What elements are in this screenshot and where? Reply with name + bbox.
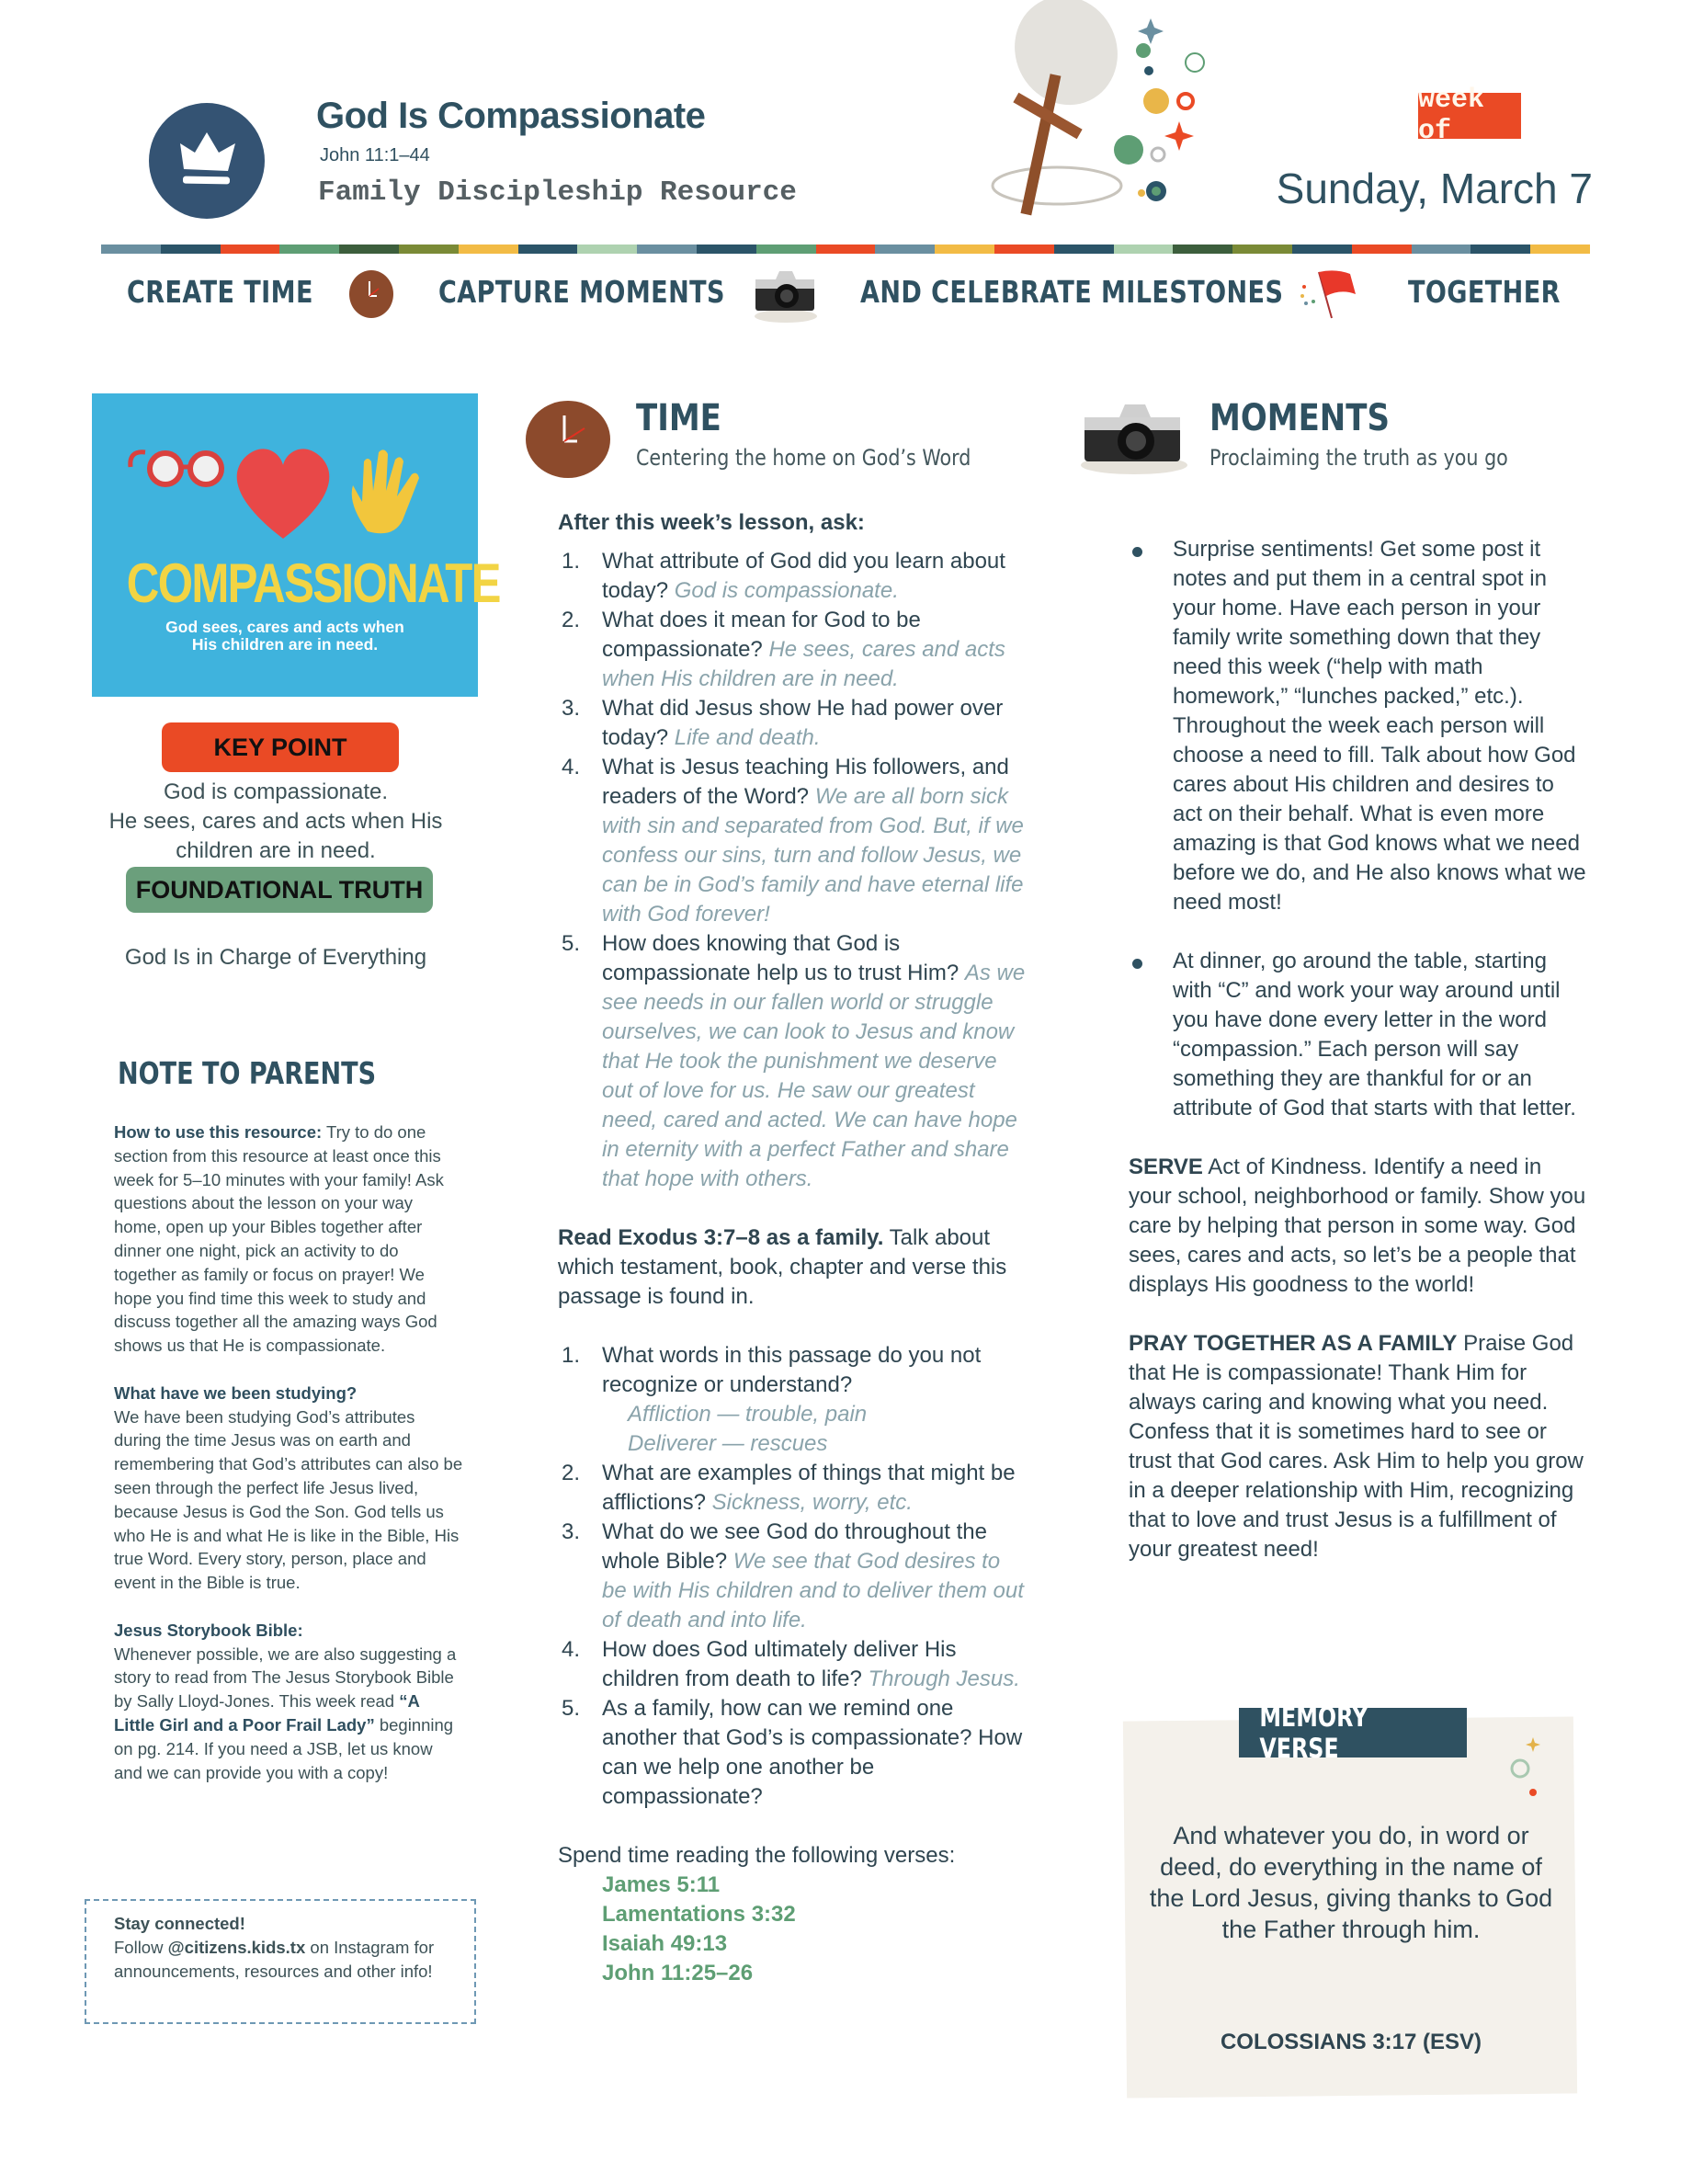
memory-verse-label: MEMORY VERSE xyxy=(1259,1701,1368,1764)
stay-text-post: on Instagram for announcements, resources and other info! xyxy=(114,1937,435,1981)
card-heading: COMPASSIONATE xyxy=(126,552,500,614)
question-item xyxy=(558,1635,1027,1694)
serve-text: Act of Kindness. Identify a need in your school, neighborhood or family. Show you care by helping that person in some way. God sees, cares and acts, so let’s be a people that displays His goodness to the world! xyxy=(1129,1155,1586,1297)
stripe-segment xyxy=(518,245,578,254)
verse-reference-link[interactable]: John 11:25–26 xyxy=(602,1961,754,1985)
answer-text: We see that God desires to be with His children and to deliver them out of death and into life. xyxy=(602,1549,1024,1632)
scripture-reference: John 11:1–44 xyxy=(320,145,430,165)
activity-text: Surprise sentiments! Get some post it notes and put them in a central spot in your home. Have each person in your family write something down that they need this week (“help with math homework,” “lunches packed,” etc.). Throughout the week each person will choose a need to fill. Talk about how God cares about His children and desires to act on their behalf. What is even more amazing is that God knows what we need before we do, and He also knows what we need most! xyxy=(1173,537,1586,915)
stripe-segment xyxy=(279,245,339,254)
how-to-use-label: How to use this resource: xyxy=(114,1122,323,1142)
tagline-celebrate-milestones: AND CELEBRATE MILESTONES xyxy=(860,274,1284,310)
serve-paragraph xyxy=(1129,1153,1588,1300)
moments-content xyxy=(1129,535,1588,1564)
answer-text: Through Jesus. xyxy=(868,1666,1020,1691)
stripe-segment xyxy=(1412,245,1471,254)
time-heading: TIME xyxy=(636,397,721,439)
question-item xyxy=(558,1341,1027,1459)
activity-text: At dinner, go around the table, starting with “C” and work your way around until you have done every letter in the word “compassion.” Each person will say something they are thankful for or an attribute of God that starts with that letter. xyxy=(1173,949,1576,1120)
pray-paragraph xyxy=(1129,1329,1588,1564)
pray-label: PRAY TOGETHER AS A FAMILY xyxy=(1129,1331,1458,1356)
dot-green-grid xyxy=(1114,135,1143,165)
question-item xyxy=(558,606,1027,694)
heart-icon xyxy=(237,449,330,539)
question-number: 5. xyxy=(562,1696,581,1721)
dot-yellow xyxy=(1138,189,1145,197)
definition-text: Affliction — trouble, pain xyxy=(628,1402,868,1427)
time-subheading: Centering the home on God’s Word xyxy=(636,445,971,471)
question-number: 4. xyxy=(562,1637,581,1662)
time-clock-icon xyxy=(524,395,612,483)
serve-label: SERVE xyxy=(1129,1155,1203,1179)
compassionate-card xyxy=(92,393,500,697)
read-exodus-text: Talk about which testament, book, chapter and verse this passage is found in. xyxy=(558,1225,1007,1309)
ring-grey xyxy=(1152,148,1164,161)
instagram-handle-link[interactable]: @citizens.kids.tx xyxy=(167,1937,306,1957)
jsb-paragraph xyxy=(114,1619,463,1785)
question-item xyxy=(558,929,1027,1194)
stripe-segment xyxy=(399,245,459,254)
question-text: What attribute of God did you learn about today? xyxy=(602,549,1005,603)
how-to-use-text: Try to do one section from this resource at least once this week for 5–10 minutes with your family! Ask questions about the lesson on your way home, open up your Bibles together after dinner one night, pick an activity to do together as family or focus on prayer! We hope you find time this week to study and discuss together all the amazing ways God shows us that He is compassionate. xyxy=(114,1122,444,1356)
sparkle-red xyxy=(1164,121,1194,151)
stripe-segment xyxy=(221,245,280,254)
card-caption xyxy=(92,619,478,654)
activity-item xyxy=(1129,535,1588,917)
read-exodus-label: Read Exodus 3:7–8 as a family. xyxy=(558,1225,884,1250)
question-text: What does it mean for God to be compassionate? xyxy=(602,608,921,662)
question-number: 2. xyxy=(562,1461,581,1485)
verse-reference-link[interactable]: Isaiah 49:13 xyxy=(602,1931,728,1956)
question-item xyxy=(558,1694,1027,1812)
color-stripe xyxy=(101,245,1590,254)
answer-text: Life and death. xyxy=(674,725,821,750)
memory-verse-text: And whatever you do, in word or deed, do everything in the name of the Lord Jesus, giving thanks to God the Father through him. xyxy=(1149,1822,1553,1943)
week-of-label: week of xyxy=(1418,93,1521,139)
card-illustration xyxy=(127,430,449,550)
question-text: What do we see God do throughout the whole Bible? xyxy=(602,1519,987,1574)
stripe-segment xyxy=(101,245,161,254)
activity-item xyxy=(1129,947,1588,1123)
dot-green xyxy=(1136,43,1151,58)
verses-label: Spend time reading the following verses: xyxy=(558,1843,956,1868)
stay-connected-label: Stay connected! xyxy=(114,1914,245,1933)
sparkle-decoration-icon xyxy=(1507,1737,1544,1811)
stripe-segment xyxy=(637,245,697,254)
stripe-segment xyxy=(339,245,399,254)
answer-text: As we see needs in our fallen world or struggle ourselves, we can look to Jesus and know that He took the punishment we deserve out of love for us. He saw our greatest need, cared and acted. We can have hope in eternity with a perfect Father and share that hope with others. xyxy=(602,961,1026,1191)
studying-paragraph xyxy=(114,1382,463,1595)
sparkle-blue xyxy=(1138,18,1164,44)
passage-questions xyxy=(558,1341,1027,1812)
stripe-segment xyxy=(1054,245,1114,254)
jsb-text: Whenever possible, we are also suggesting a story to read from The Jesus Storybook Bible by Sally Lloyd-Jones. This week read xyxy=(114,1644,457,1712)
question-number: 3. xyxy=(562,696,581,721)
question-number: 1. xyxy=(562,1343,581,1368)
answer-text: He sees, cares and acts when His children are in need. xyxy=(602,637,1005,691)
ring-grid xyxy=(1186,53,1204,72)
question-number: 1. xyxy=(562,549,581,574)
cross-illustration xyxy=(974,0,1241,221)
card-caption-line-2: His children are in need. xyxy=(191,635,379,654)
stripe-segment xyxy=(756,245,816,254)
answer-text: We are all born sick with sin and separated from God. But, if we confess our sins, turn and follow Jesus, we can be in God’s family and have eternal life with God forever! xyxy=(602,784,1024,927)
note-to-parents-heading: NOTE TO PARENTS xyxy=(118,1055,377,1091)
moments-heading: MOMENTS xyxy=(1209,397,1390,439)
stripe-segment xyxy=(1173,245,1232,254)
ring-red xyxy=(1178,94,1193,108)
flag-icon xyxy=(1299,268,1372,320)
time-content xyxy=(558,508,1027,1988)
dot-gold xyxy=(1143,88,1169,114)
studying-text: We have been studying God’s attributes during the time Jesus was on earth and remembering that God’s attributes can also be seen through the perfect life Jesus lived, because Jesus is God the Son. God tells us who He is and what He is like in the Bible, His true Word. Every story, person, place and event in the Bible is true. xyxy=(114,1406,463,1593)
key-point-line-1: God is compassionate. xyxy=(163,779,389,804)
question-number: 4. xyxy=(562,755,581,779)
resource-subtitle: Family Discipleship Resource xyxy=(318,176,797,209)
jsb-label: Jesus Storybook Bible: xyxy=(114,1620,303,1640)
question-number: 3. xyxy=(562,1519,581,1544)
camera-icon xyxy=(752,267,820,324)
memory-verse-reference: COLOSSIANS 3:17 (ESV) xyxy=(1220,2030,1482,2054)
ask-label: After this week’s lesson, ask: xyxy=(558,510,865,535)
answer-text: Sickness, worry, etc. xyxy=(711,1490,913,1515)
jsb-text-end: beginning on pg. 214. If you need a JSB, let us know and we can provide you with a copy! xyxy=(114,1714,454,1782)
stripe-segment xyxy=(161,245,221,254)
foundational-truth-text: God Is in Charge of Everything xyxy=(124,945,427,970)
card-caption-line-1: God sees, cares and acts when xyxy=(165,618,404,636)
question-text: What are examples of things that might be afflictions? xyxy=(602,1461,1016,1515)
stripe-segment xyxy=(697,245,756,254)
pray-text: Praise God that He is compassionate! Thank Him for always caring and knowing what you need. Confess that it is sometimes hard to see or trust that God cares. Ask Him to help you grow in a deeper relationship with Him, recognizing that to love and trust Jesus is a fulfillment of your greatest need! xyxy=(1129,1331,1584,1562)
stripe-segment xyxy=(816,245,876,254)
hand-icon xyxy=(352,449,419,533)
stripe-segment xyxy=(1530,245,1590,254)
jsb-story-title: “A Little Girl and a Poor Frail Lady” xyxy=(114,1691,420,1735)
question-item xyxy=(558,694,1027,753)
clock-icon xyxy=(346,268,397,320)
bullet-icon xyxy=(1132,547,1142,557)
stay-text-pre: Follow xyxy=(114,1937,168,1957)
dot-green-inner xyxy=(1152,187,1161,196)
stripe-segment xyxy=(459,245,518,254)
memory-verse-badge xyxy=(1239,1701,1467,1764)
question-number: 2. xyxy=(562,608,581,632)
stripe-segment xyxy=(1292,245,1352,254)
ground-ring xyxy=(993,167,1121,204)
note-to-parents-body xyxy=(114,1120,463,1808)
stay-connected-box xyxy=(85,1899,476,2024)
question-item xyxy=(558,753,1027,929)
stripe-segment xyxy=(875,245,935,254)
bullet-icon xyxy=(1132,959,1142,969)
studying-label: What have we been studying? xyxy=(114,1382,358,1403)
page-title: God Is Compassionate xyxy=(316,96,706,136)
tagline-together: TOGETHER xyxy=(1408,274,1561,310)
verse-reference-link[interactable]: James 5:11 xyxy=(602,1872,721,1897)
read-exodus-paragraph xyxy=(558,1223,1027,1312)
dot-navy xyxy=(1144,66,1153,75)
moments-activities xyxy=(1129,535,1588,1123)
stripe-segment xyxy=(1232,245,1292,254)
moments-camera-icon xyxy=(1075,397,1193,476)
crown-icon xyxy=(169,123,244,199)
stripe-segment xyxy=(1114,245,1174,254)
moments-subheading: Proclaiming the truth as you go xyxy=(1209,445,1508,471)
week-date: Sunday, March 7 xyxy=(1276,165,1593,212)
answer-text: God is compassionate. xyxy=(674,578,899,603)
tagline-capture-moments: CAPTURE MOMENTS xyxy=(438,274,725,310)
crown-logo xyxy=(149,103,265,219)
key-point-line-2: He sees, cares and acts when His children are in need. xyxy=(108,809,443,863)
stripe-segment xyxy=(935,245,994,254)
foundational-truth-badge: FOUNDATIONAL TRUTH xyxy=(126,867,433,913)
stripe-segment xyxy=(577,245,637,254)
question-item xyxy=(558,1459,1027,1518)
definition-text: Deliverer — rescues xyxy=(628,1431,828,1456)
question-text: What is Jesus teaching His followers, and readers of the Word? xyxy=(602,755,1009,809)
question-text: How does knowing that God is compassionate help us to trust Him? xyxy=(602,931,965,985)
key-point-badge: KEY POINT xyxy=(162,722,399,772)
lesson-questions xyxy=(558,547,1027,1194)
verse-reference-link[interactable]: Lamentations 3:32 xyxy=(602,1902,796,1927)
question-text: As a family, how can we remind one another that God’s is compassionate? How can we help one another be compassionate? xyxy=(602,1696,1023,1809)
stripe-segment xyxy=(1471,245,1530,254)
verse-list xyxy=(558,1871,1027,1988)
how-to-use-paragraph xyxy=(114,1120,463,1358)
question-item xyxy=(558,547,1027,606)
question-text: What words in this passage do you not recognize or understand? xyxy=(602,1343,982,1397)
tagline-create-time: CREATE TIME xyxy=(127,274,313,310)
question-item xyxy=(558,1518,1027,1635)
key-point-text xyxy=(92,778,460,866)
question-text: What did Jesus show He had power over today? xyxy=(602,696,1004,750)
glasses-icon xyxy=(131,452,221,484)
question-text: How does God ultimately deliver His children from death to life? xyxy=(602,1637,957,1691)
stripe-segment xyxy=(994,245,1054,254)
question-number: 5. xyxy=(562,931,581,956)
stripe-segment xyxy=(1352,245,1412,254)
